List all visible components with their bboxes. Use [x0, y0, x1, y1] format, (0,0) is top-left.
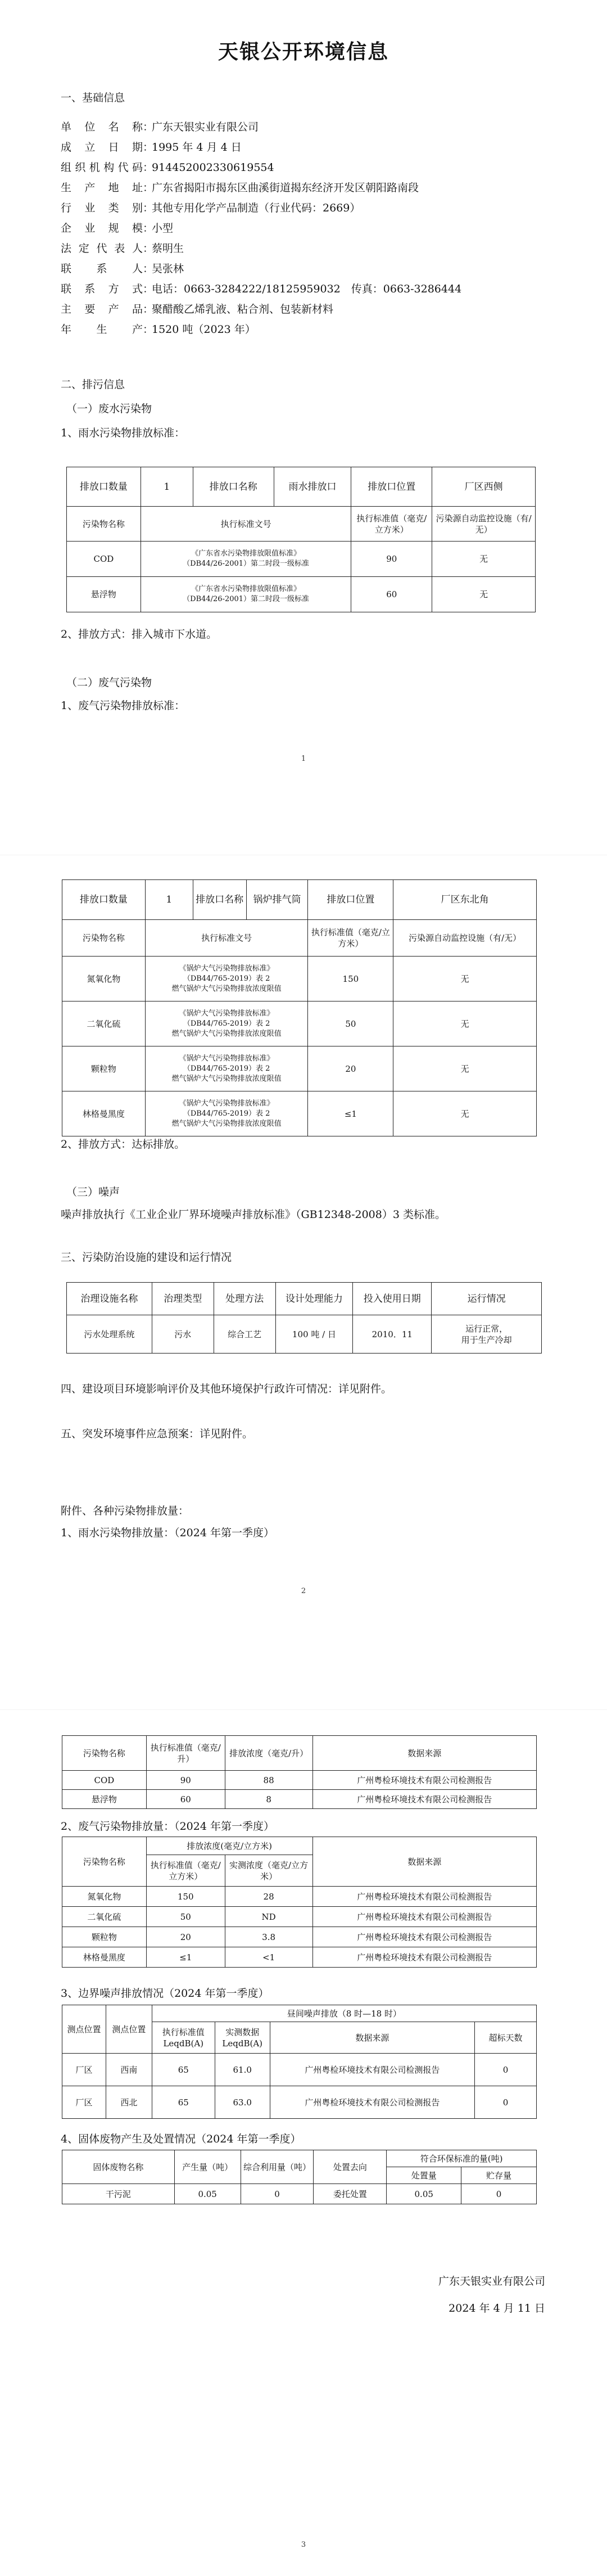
table-row: [62, 1907, 537, 1927]
info-colon: ：: [143, 121, 154, 133]
data-source: 广州粤检环境技术有限公司检测报告: [270, 2054, 474, 2086]
standard-line: （DB44/26-2001）第二时段一级标准: [183, 560, 310, 568]
header-waste-name: 固体废物名称: [62, 2150, 175, 2184]
point: 西北: [106, 2086, 152, 2119]
info-colon: ：: [143, 161, 154, 174]
table-row: [62, 2184, 537, 2204]
operation-status: [432, 1315, 542, 1354]
info-row: [61, 242, 184, 255]
info-colon: ：: [143, 222, 154, 234]
table-header-row: [62, 2150, 537, 2167]
section-5-text: 五、突发环境事件应急预案：详见附件。: [61, 1428, 253, 1440]
header-daytime-group: 昼间噪声排放（8 时—18 时）: [152, 2005, 536, 2022]
pollutant-name: 林格曼黑度: [62, 1947, 147, 1968]
header-method: 处理方法: [214, 1283, 275, 1315]
header-disposal: 处置量: [387, 2167, 461, 2184]
outlet-count-label: 排放口数量: [67, 467, 141, 507]
treatment-type: 污水: [152, 1315, 214, 1354]
measured-value: ND: [225, 1907, 312, 1927]
status-line: 用于生产冷却: [461, 1334, 512, 1345]
exceed-days: 0: [475, 2054, 537, 2086]
header-date: 投入使用日期: [353, 1283, 432, 1315]
standard-line: （DB44/765-2019）表 2: [183, 1064, 270, 1073]
info-colon: ：: [143, 303, 154, 315]
attachment-noise-heading: 3、边界噪声排放情况（2024 年第一季度）: [61, 1987, 269, 2000]
header-measured: 实测数据 LeqdB(A): [215, 2022, 270, 2054]
info-label: 主要产品: [61, 303, 143, 315]
noise-standard-text: 噪声排放执行《工业企业厂界环境噪声排放标准》（GB12348-2008）3 类标准。: [61, 1208, 446, 1221]
monitor-value: 无: [432, 542, 536, 577]
info-value: 吴张林: [152, 263, 184, 275]
info-colon: ：: [143, 283, 154, 295]
standard-text: [145, 957, 308, 1001]
header-measured: 实测浓度（毫克/立方米）: [225, 1855, 312, 1887]
info-colon: ：: [143, 141, 154, 154]
standard-text: [145, 1091, 308, 1136]
standard-line: 《锅炉大气污染物排放标准》: [179, 1009, 274, 1018]
info-colon: ：: [143, 242, 154, 255]
outlet-count-label: 排放口数量: [62, 880, 146, 920]
header-standard: 执行标准文号: [141, 507, 351, 542]
info-colon: ：: [143, 182, 154, 194]
table-header-row: [67, 507, 536, 542]
standard-line: 燃气锅炉大气污染物排放浓度限值: [171, 1119, 282, 1128]
page-2: [0, 855, 607, 1709]
pollutant-name: 悬浮物: [62, 1790, 147, 1809]
standard-value: 150: [308, 957, 393, 1001]
info-label: 联系方式: [61, 283, 143, 295]
subsection-wastewater: （一）废水污染物: [66, 403, 152, 415]
page-number: 3: [301, 2541, 306, 2549]
standard-value: 20: [146, 1927, 225, 1947]
header-treatment-type: 治理类型: [152, 1283, 214, 1315]
info-value: 广东省揭阳市揭东区曲溪街道揭东经济开发区朝阳路南段: [152, 182, 419, 194]
info-colon: ：: [143, 263, 154, 275]
standard-value: 65: [152, 2054, 215, 2086]
monitor-value: 无: [393, 957, 537, 1001]
subsection-waste-gas: （二）废气污染物: [66, 676, 152, 689]
measured-value: 61.0: [215, 2054, 270, 2086]
header-point: 测点位置: [106, 2005, 152, 2054]
page-number: 2: [301, 1587, 306, 1595]
pollutant-name: 二氧化硫: [62, 1001, 146, 1046]
outlet-count-value: 1: [141, 467, 193, 507]
header-standard-value: 执行标准值（毫克/立方米）: [351, 507, 432, 542]
data-source: 广州粤检环境技术有限公司检测报告: [312, 1927, 537, 1947]
info-row: [61, 161, 274, 174]
header-source: 数据来源: [312, 1736, 536, 1771]
standard-value: 65: [152, 2086, 215, 2119]
info-colon: ：: [143, 202, 154, 214]
attachment-rain-heading: 1、雨水污染物排放量：（2024 年第一季度）: [61, 1527, 274, 1539]
header-compliant-group: 符合环保标准的量(吨): [387, 2150, 537, 2167]
signature-date: 2024 年 4 月 11 日: [449, 2302, 545, 2315]
header-production: 产生量（吨）: [174, 2150, 241, 2184]
data-source: 广州粤检环境技术有限公司检测报告: [312, 1907, 537, 1927]
table-row: [62, 1046, 537, 1091]
page-number: 1: [301, 755, 306, 763]
facility-table: [66, 1282, 542, 1354]
standard-line: 《广东省水污染物排放限值标准》: [191, 585, 301, 593]
page-3: [0, 1709, 607, 2576]
info-row: [61, 141, 242, 154]
measured-value: <1: [225, 1947, 312, 1968]
standard-line: （DB44/765-2019）表 2: [183, 974, 270, 983]
utilization-amount: 0: [241, 2184, 314, 2204]
info-row: [61, 181, 419, 195]
pollutant-name: COD: [62, 1771, 147, 1790]
standard-value: 50: [146, 1907, 225, 1927]
info-label: 企业规模: [61, 222, 143, 234]
header-standard: 执行标准文号: [145, 920, 308, 957]
monitor-value: 无: [393, 1001, 537, 1046]
pollutant-name: 悬浮物: [67, 577, 141, 612]
info-value: 广东天银实业有限公司: [152, 121, 259, 133]
header-source: 数据来源: [270, 2022, 474, 2054]
section-4-text: 四、建设项目环境影响评价及其他环境保护行政许可情况：详见附件。: [61, 1383, 392, 1395]
disposal-destination: 委托处置: [314, 2184, 387, 2204]
header-monitor: 污染源自动监控设施（有/无）: [393, 920, 537, 957]
table-row: [62, 1091, 537, 1136]
info-row: [61, 282, 461, 296]
header-standard-value: 执行标准值 LeqdB(A): [152, 2022, 215, 2054]
table-row: [62, 957, 537, 1001]
info-row: [61, 303, 333, 316]
header-exceed-days: 超标天数: [475, 2022, 537, 2054]
standard-line: 燃气锅炉大气污染物排放浓度限值: [171, 1029, 282, 1038]
storage-amount: 0: [461, 2184, 537, 2204]
attachment-gas-heading: 2、废气污染物排放量：（2024 年第一季度）: [61, 1820, 274, 1833]
attachment-heading: 附件、各种污染物排放量：: [61, 1505, 189, 1517]
header-destination: 处置去向: [314, 2150, 387, 2184]
standard-line: （DB44/765-2019）表 2: [183, 1109, 270, 1118]
table-row: [67, 1315, 542, 1354]
pollutant-name: 颗粒物: [62, 1046, 146, 1091]
standard-text: [141, 577, 351, 612]
table-row: [62, 2054, 537, 2086]
site: 厂区: [62, 2054, 106, 2086]
standard-value: 60: [146, 1790, 225, 1809]
standard-value: 50: [308, 1001, 393, 1046]
outlet-position-value: 厂区西侧: [432, 467, 536, 507]
table-header-row: [62, 920, 537, 957]
header-pollutant: 污染物名称: [62, 920, 146, 957]
standard-line: （DB44/765-2019）表 2: [183, 1019, 270, 1028]
pollutant-name: 氮氧化物: [62, 1887, 147, 1907]
standard-text: [145, 1046, 308, 1091]
info-value: 其他专用化学产品制造（行业代码：2669）: [152, 202, 361, 214]
wastewater-standard-heading: 1、雨水污染物排放标准：: [61, 427, 185, 439]
info-row: [61, 262, 184, 276]
treatment-method: 综合工艺: [214, 1315, 275, 1354]
header-status: 运行情况: [432, 1283, 542, 1315]
standard-line: （DB44/26-2001）第二时段一级标准: [183, 595, 310, 603]
header-standard-value: 执行标准值（毫克/立方米）: [146, 1855, 225, 1887]
info-label: 年生产: [61, 323, 143, 336]
measured-value: 28: [225, 1887, 312, 1907]
data-source: 广州粤检环境技术有限公司检测报告: [270, 2086, 474, 2119]
pollutant-name: 氮氧化物: [62, 957, 146, 1001]
info-label: 法定代表人: [61, 242, 143, 255]
info-label: 成立日期: [61, 141, 143, 154]
table-row: [62, 880, 537, 920]
header-pollutant: 污染物名称: [62, 1736, 147, 1771]
info-colon: ：: [143, 323, 154, 336]
header-pollutant: 污染物名称: [67, 507, 141, 542]
table-row: [62, 1001, 537, 1046]
header-standard-value: 执行标准值（毫克/立方米）: [308, 920, 393, 957]
standard-line: 《锅炉大气污染物排放标准》: [179, 1099, 274, 1108]
data-source: 广州粤检环境技术有限公司检测报告: [312, 1947, 537, 1968]
table-row: [62, 1790, 537, 1809]
info-label: 生产地址: [61, 182, 143, 194]
info-value: 聚醋酸乙烯乳液、粘合剂、包装新材料: [152, 303, 334, 315]
info-value: 电话：0663-3284222/18125959032 传真：0663-3286444: [152, 283, 462, 295]
facility-name: 污水处理系统: [67, 1315, 152, 1354]
standard-value: 20: [308, 1046, 393, 1091]
standard-value: 60: [351, 577, 432, 612]
table-row: [67, 467, 536, 507]
gas-emission-table: [62, 1837, 537, 1968]
monitor-value: 无: [393, 1046, 537, 1091]
info-row: [61, 120, 259, 134]
concentration: 88: [225, 1771, 312, 1790]
signature-company: 广东天银实业有限公司: [438, 2275, 545, 2288]
pollutant-name: 林格曼黑度: [62, 1091, 146, 1136]
info-value: 914452002330619554: [152, 161, 274, 174]
header-concentration: 排放浓度（毫克/升）: [225, 1736, 312, 1771]
standard-value: ≤1: [308, 1091, 393, 1136]
outlet-name-label: 排放口名称: [193, 880, 246, 920]
outlet-name-label: 排放口名称: [193, 467, 274, 507]
info-value: 1995 年 4 月 4 日: [152, 141, 242, 154]
wastewater-discharge-method: 2、排放方式：排入城市下水道。: [61, 628, 218, 640]
info-value: 蔡明生: [152, 242, 184, 255]
info-row: [61, 201, 360, 215]
outlet-name-value: 雨水排放口: [274, 467, 351, 507]
table-header-row: [62, 2005, 537, 2022]
waste-gas-discharge-method: 2、排放方式：达标排放。: [61, 1138, 185, 1151]
site: 厂区: [62, 2086, 106, 2119]
header-facility-name: 治理设施名称: [67, 1283, 152, 1315]
data-source: 广州粤检环境技术有限公司检测报告: [312, 1887, 537, 1907]
info-label: 行业类别: [61, 202, 143, 214]
monitor-value: 无: [393, 1091, 537, 1136]
standard-value: 150: [146, 1887, 225, 1907]
table-header-row: [67, 1283, 542, 1315]
outlet-position-value: 厂区东北角: [393, 880, 537, 920]
outlet-position-label: 排放口位置: [351, 467, 432, 507]
outlet-position-label: 排放口位置: [308, 880, 393, 920]
data-source: 广州粤检环境技术有限公司检测报告: [312, 1790, 536, 1809]
header-source: 数据来源: [312, 1837, 537, 1887]
table-header-row: [62, 1837, 537, 1855]
commission-date: 2010．11: [353, 1315, 432, 1354]
status-line: 运行正常，: [465, 1323, 508, 1334]
standard-line: 燃气锅炉大气污染物排放浓度限值: [171, 1074, 282, 1083]
info-row: [61, 222, 173, 235]
standard-line: 《锅炉大气污染物排放标准》: [179, 964, 274, 973]
header-standard-value: 执行标准值（毫克/升）: [146, 1736, 225, 1771]
rain-emission-table: [62, 1735, 537, 1809]
pollutant-name: 颗粒物: [62, 1927, 147, 1947]
info-row: [61, 323, 256, 336]
table-row: [62, 2086, 537, 2119]
wastewater-standard-table: [66, 467, 536, 612]
measured-value: 3.8: [225, 1927, 312, 1947]
measured-value: 63.0: [215, 2086, 270, 2119]
point: 西南: [106, 2054, 152, 2086]
attachment-solid-heading: 4、固体废物产生及处置情况（2024 年第一季度）: [61, 2133, 301, 2145]
table-row: [62, 1947, 537, 1968]
header-monitor: 污染源自动监控设施（有/无）: [432, 507, 536, 542]
info-label: 组织机构代码: [61, 161, 143, 174]
header-site: 测点位置: [62, 2005, 106, 2054]
capacity: 100 吨 / 日: [275, 1315, 353, 1354]
header-concentration-group: 排放浓度(毫克/立方米): [146, 1837, 312, 1855]
outlet-count-value: 1: [145, 880, 193, 920]
pollutant-name: COD: [67, 542, 141, 577]
document-title: 天银公开环境信息: [218, 40, 389, 64]
info-value: 1520 吨（2023 年）: [152, 323, 256, 336]
standard-value: ≤1: [146, 1947, 225, 1968]
page-1: [0, 0, 607, 855]
concentration: 8: [225, 1790, 312, 1809]
standard-value: 90: [351, 542, 432, 577]
table-header-row: [62, 1736, 537, 1771]
table-row: [67, 577, 536, 612]
disposal-amount: 0.05: [387, 2184, 461, 2204]
standard-text: [141, 542, 351, 577]
monitor-value: 无: [432, 577, 536, 612]
solid-waste-table: [62, 2150, 537, 2204]
exceed-days: 0: [475, 2086, 537, 2119]
standard-line: 《锅炉大气污染物排放标准》: [179, 1054, 274, 1063]
header-capacity: 设计处理能力: [275, 1283, 353, 1315]
info-label: 单位名称: [61, 121, 143, 133]
outlet-name-value: 锅炉排气筒: [246, 880, 308, 920]
waste-gas-standard-heading: 1、废气污染物排放标准：: [61, 700, 185, 712]
waste-name: 干污泥: [62, 2184, 175, 2204]
header-storage: 贮存量: [461, 2167, 537, 2184]
header-utilization: 综合利用量（吨）: [241, 2150, 314, 2184]
subsection-noise: （三）噪声: [66, 1186, 120, 1198]
table-row: [62, 1887, 537, 1907]
header-pollutant: 污染物名称: [62, 1837, 147, 1887]
standard-line: 《广东省水污染物排放限值标准》: [191, 549, 301, 558]
table-row: [62, 1927, 537, 1947]
standard-value: 90: [146, 1771, 225, 1790]
production-amount: 0.05: [174, 2184, 241, 2204]
data-source: 广州粤检环境技术有限公司检测报告: [312, 1771, 536, 1790]
section-3-heading: 三、污染防治设施的建设和运行情况: [61, 1251, 232, 1264]
waste-gas-standard-table: [62, 879, 537, 1136]
standard-line: 燃气锅炉大气污染物排放浓度限值: [171, 984, 282, 993]
standard-text: [145, 1001, 308, 1046]
table-row: [67, 542, 536, 577]
section-2-heading: 二、排污信息: [61, 378, 125, 391]
pollutant-name: 二氧化硫: [62, 1907, 147, 1927]
noise-table: [62, 2005, 537, 2119]
info-value: 小型: [152, 222, 174, 234]
table-row: [62, 1771, 537, 1790]
info-label: 联系人: [61, 263, 143, 275]
section-1-heading: 一、基础信息: [61, 92, 125, 104]
